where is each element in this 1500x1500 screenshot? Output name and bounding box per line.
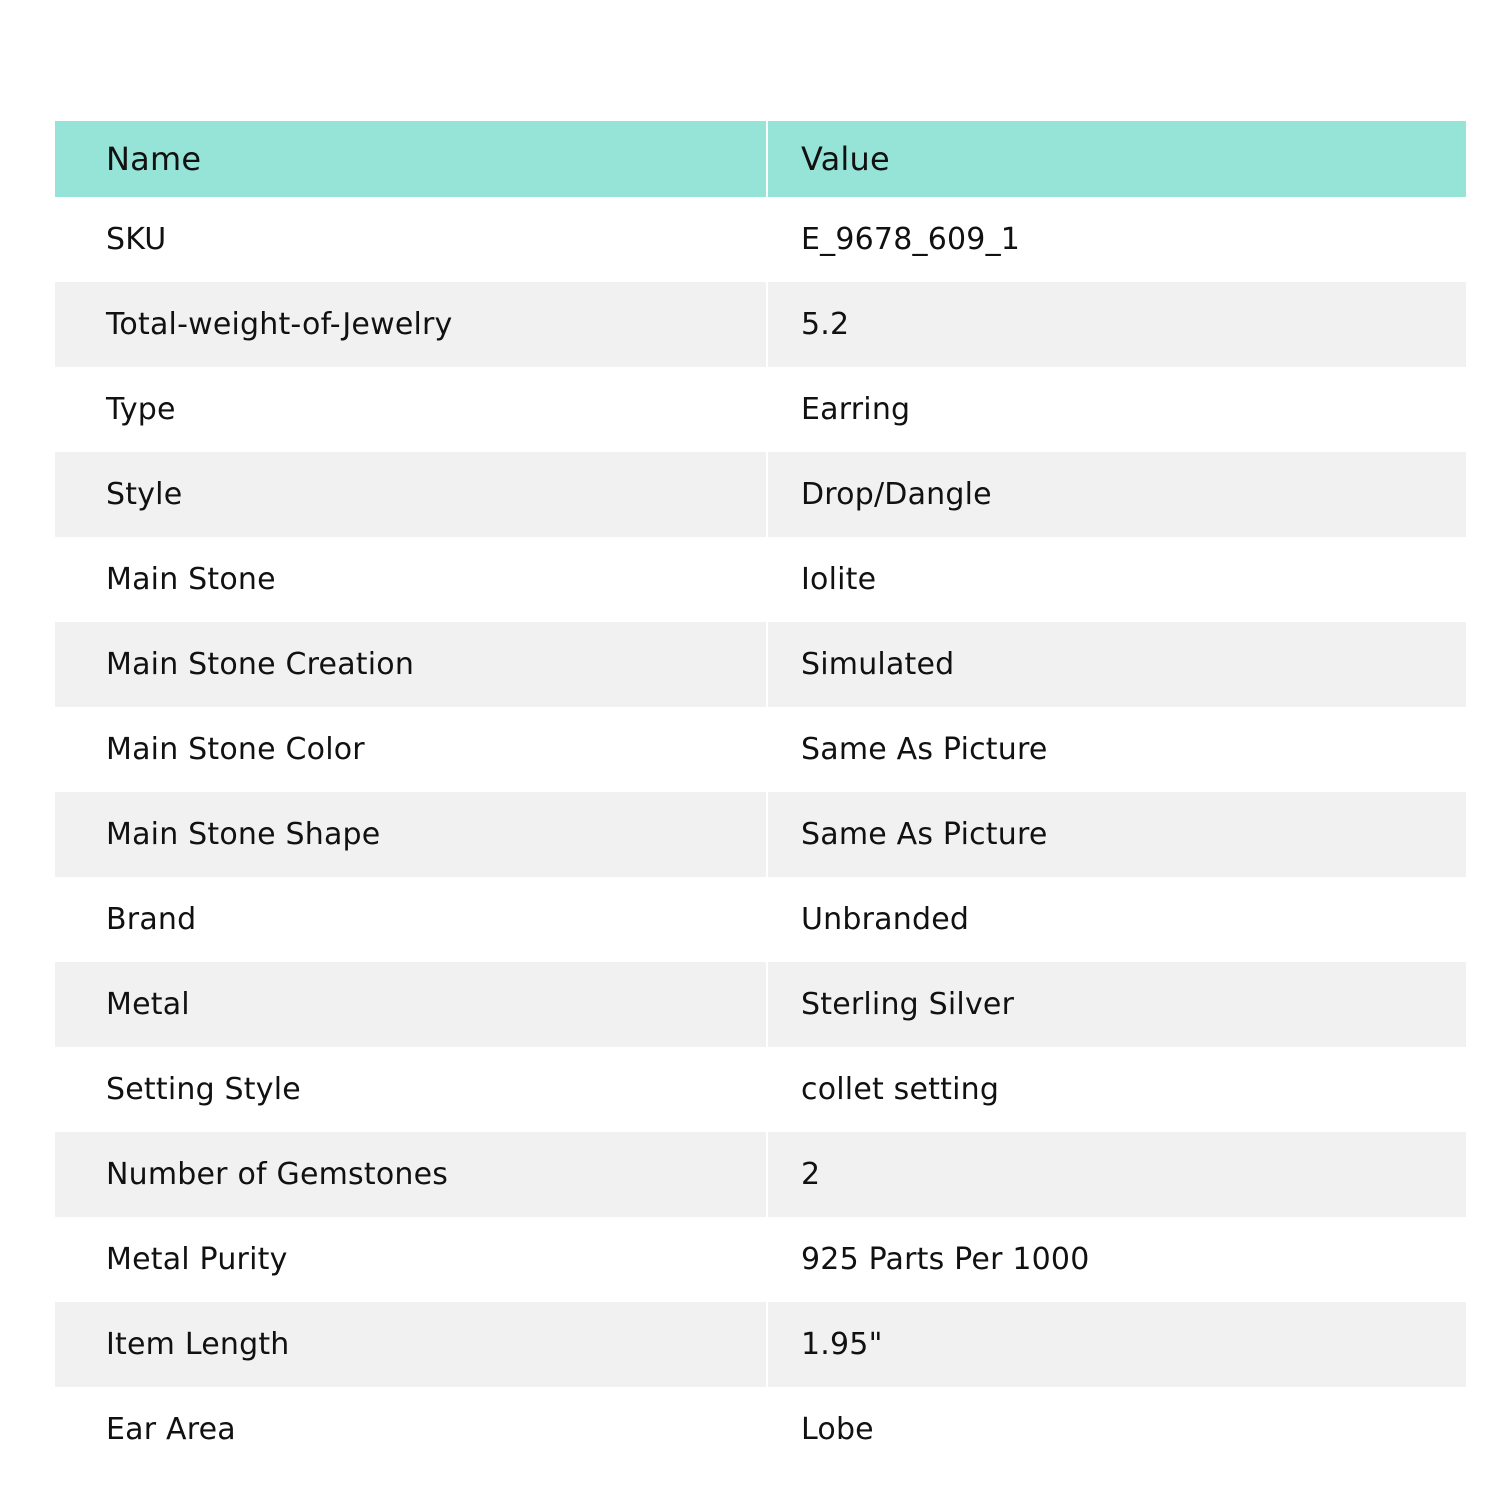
table-row — [55, 1387, 1466, 1472]
row-name-cell: Setting Style — [55, 1047, 766, 1132]
column-header-value: Value — [768, 121, 1466, 197]
table-row — [55, 452, 1466, 537]
row-name-cell: Type — [55, 367, 766, 452]
table-row — [55, 367, 1466, 452]
table-row — [55, 197, 1466, 282]
table-row — [55, 537, 1466, 622]
row-name-cell: SKU — [55, 197, 766, 282]
table-row — [55, 282, 1466, 367]
table-row — [55, 1217, 1466, 1302]
row-value-cell: 2 — [768, 1132, 1466, 1217]
row-name-cell: Number of Gemstones — [55, 1132, 766, 1217]
table-row — [55, 1047, 1466, 1132]
row-value-cell: collet setting — [768, 1047, 1466, 1132]
row-value-cell: 1.95" — [768, 1302, 1466, 1387]
row-value-cell: Same As Picture — [768, 707, 1466, 792]
row-value-cell: Simulated — [768, 622, 1466, 707]
row-name-cell: Main Stone — [55, 537, 766, 622]
table-row — [55, 962, 1466, 1047]
row-value-cell: Sterling Silver — [768, 962, 1466, 1047]
table-header-row — [55, 121, 1466, 197]
row-name-cell: Item Length — [55, 1302, 766, 1387]
row-value-cell: Lobe — [768, 1387, 1466, 1472]
row-value-cell: Iolite — [768, 537, 1466, 622]
table-row — [55, 707, 1466, 792]
row-value-cell: E_9678_609_1 — [768, 197, 1466, 282]
row-name-cell: Metal — [55, 962, 766, 1047]
row-name-cell: Main Stone Creation — [55, 622, 766, 707]
table-row — [55, 792, 1466, 877]
row-name-cell: Total-weight-of-Jewelry — [55, 282, 766, 367]
row-value-cell: Unbranded — [768, 877, 1466, 962]
table-row — [55, 622, 1466, 707]
row-value-cell: 925 Parts Per 1000 — [768, 1217, 1466, 1302]
row-value-cell: Drop/Dangle — [768, 452, 1466, 537]
table-row — [55, 877, 1466, 962]
row-name-cell: Ear Area — [55, 1387, 766, 1472]
row-value-cell: Same As Picture — [768, 792, 1466, 877]
table-row — [55, 1302, 1466, 1387]
column-header-name: Name — [55, 121, 766, 197]
row-name-cell: Style — [55, 452, 766, 537]
row-name-cell: Main Stone Shape — [55, 792, 766, 877]
row-value-cell: Earring — [768, 367, 1466, 452]
row-name-cell: Metal Purity — [55, 1217, 766, 1302]
row-name-cell: Brand — [55, 877, 766, 962]
table-row — [55, 1132, 1466, 1217]
product-spec-table — [55, 121, 1466, 1472]
row-name-cell: Main Stone Color — [55, 707, 766, 792]
row-value-cell: 5.2 — [768, 282, 1466, 367]
